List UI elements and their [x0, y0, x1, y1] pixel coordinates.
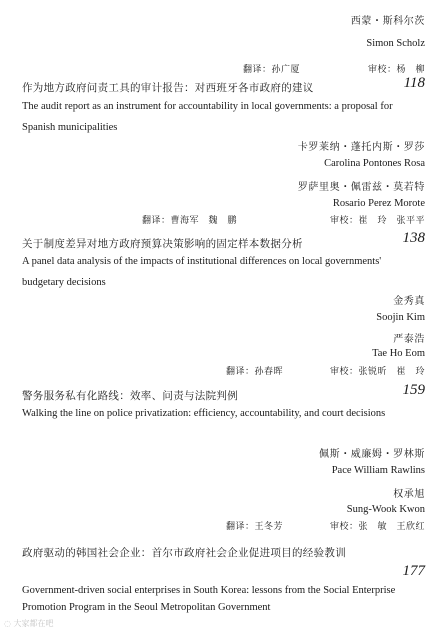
- translator-credit: 翻译：王冬芳: [226, 522, 284, 532]
- watermark-text: 大家都在吧: [13, 619, 54, 628]
- page-number: 177: [402, 563, 425, 579]
- article-title-en: The audit report as an instrument for accountability in local governments: a proposal for Spanish municipalities: [22, 101, 393, 133]
- author-cn: 权承旭: [393, 489, 425, 500]
- author-en: Carolina Pontones Rosa: [324, 158, 425, 169]
- author-cn: 西蒙・斯科尔茨: [350, 16, 425, 27]
- author-en: Simon Scholz: [366, 38, 425, 49]
- reviewer-credit: 审校：崔 玲 张平平: [329, 216, 425, 226]
- author-cn: 卡罗莱纳・蓬托内斯・罗莎: [297, 142, 425, 153]
- translator-credit: 翻译：孙春晖: [226, 367, 284, 377]
- author-en: Tae Ho Eom: [372, 348, 425, 359]
- reviewer-credit: 审校：张锐昕 崔 玲: [329, 367, 425, 377]
- article-title-cn: 作为地方政府问责工具的审计报告：对西班牙各市政府的建议: [22, 82, 314, 94]
- page-number: 118: [403, 75, 425, 91]
- article-title-en: Walking the line on police privatization: efficiency, accountability, and court decisions: [22, 408, 386, 419]
- author-en: Pace William Rawlins: [331, 465, 425, 476]
- article-title-en: Government-driven social enterprises in South Korea: lessons from the Social Enterprise Promotion Program in the Seoul Metropolitan Government: [22, 585, 396, 613]
- author-en: Soojin Kim: [376, 312, 425, 323]
- translator-credit: 翻译：孙广厦: [243, 65, 301, 75]
- reviewer-credit: 审校：杨 柳: [367, 65, 425, 75]
- article-title-cn: 政府驱动的韩国社会企业：首尔市政府社会企业促进项目的经验教训: [22, 547, 346, 559]
- author-cn: 佩斯・威廉姆・罗林斯: [319, 449, 425, 460]
- page-number: 138: [402, 230, 425, 246]
- article-title-en: A panel data analysis of the impacts of institutional differences on local governments' budgetary decisions: [22, 256, 382, 288]
- author-cn: 罗萨里奥・佩雷兹・莫若特: [297, 182, 425, 193]
- page-number: 159: [402, 382, 425, 398]
- translator-credit: 翻译：曹海军 魏 鹏: [142, 216, 238, 226]
- watermark-icon: ◌: [4, 619, 14, 628]
- author-en: Sung-Wook Kwon: [346, 504, 425, 515]
- watermark: [4, 618, 54, 629]
- author-cn: 严泰浩: [393, 334, 425, 345]
- article-title-cn: 关于制度差异对地方政府预算决策影响的固定样本数据分析: [22, 238, 303, 250]
- author-en: Rosario Perez Morote: [332, 198, 425, 209]
- article-title-cn: 警务服务私有化路线：效率、问责与法院判例: [22, 390, 238, 402]
- reviewer-credit: 审校：张 敏 王欣红: [329, 522, 425, 532]
- author-cn: 金秀真: [393, 296, 425, 307]
